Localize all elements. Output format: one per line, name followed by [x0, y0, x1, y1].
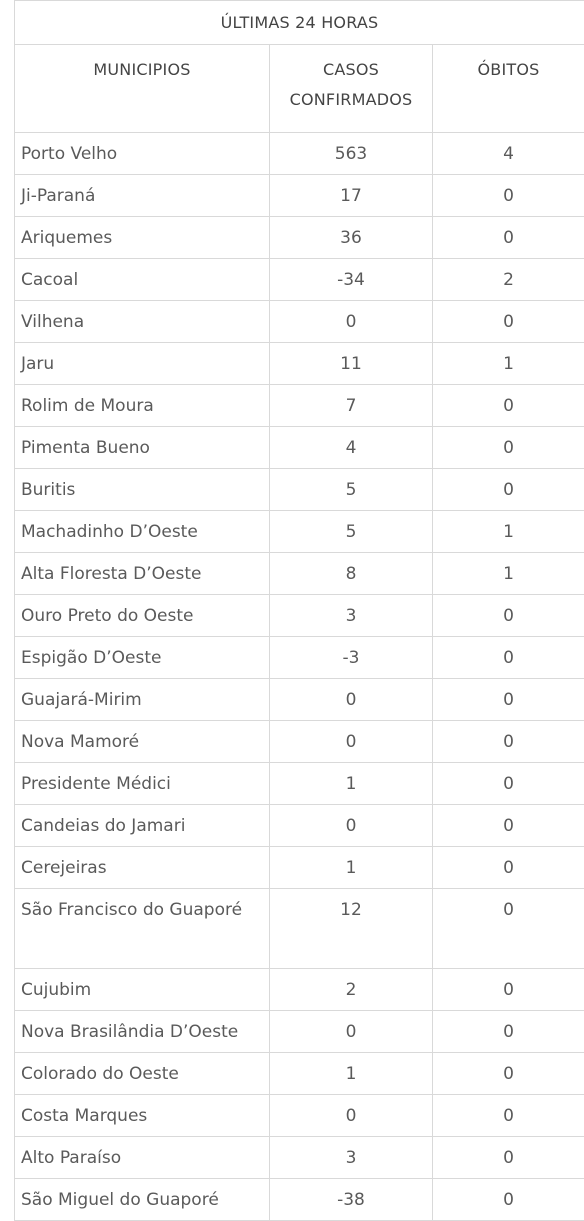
municipio-cell: Rolim de Moura	[15, 385, 270, 427]
casos-cell: 36	[270, 217, 433, 259]
obitos-cell: 0	[433, 175, 584, 217]
municipio-cell: Nova Mamoré	[15, 721, 270, 763]
casos-cell: 0	[270, 1095, 433, 1137]
municipio-cell: Ariquemes	[15, 217, 270, 259]
obitos-cell: 0	[433, 969, 584, 1011]
municipio-cell: Nova Brasilândia D’Oeste	[15, 1011, 270, 1053]
municipio-cell: São Miguel do Guaporé	[15, 1179, 270, 1221]
obitos-cell: 0	[433, 763, 584, 805]
obitos-cell: 2	[433, 259, 584, 301]
casos-cell: 0	[270, 1011, 433, 1053]
table-row	[15, 1095, 584, 1137]
table-row	[15, 301, 584, 343]
obitos-cell: 0	[433, 469, 584, 511]
casos-cell: 17	[270, 175, 433, 217]
casos-cell: 11	[270, 343, 433, 385]
obitos-cell: 0	[433, 385, 584, 427]
obitos-cell: 1	[433, 511, 584, 553]
table-row	[15, 595, 584, 637]
table-row	[15, 1053, 584, 1095]
casos-cell: -34	[270, 259, 433, 301]
table-row	[15, 427, 584, 469]
municipio-cell: Guajará-Mirim	[15, 679, 270, 721]
casos-cell: 12	[270, 889, 433, 969]
municipio-cell: Cerejeiras	[15, 847, 270, 889]
municipio-cell: Presidente Médici	[15, 763, 270, 805]
casos-cell: 4	[270, 427, 433, 469]
table-row	[15, 889, 584, 969]
obitos-cell: 0	[433, 1053, 584, 1095]
municipio-cell: Costa Marques	[15, 1095, 270, 1137]
casos-cell: 1	[270, 847, 433, 889]
table-row	[15, 847, 584, 889]
table-row	[15, 763, 584, 805]
casos-cell: 5	[270, 511, 433, 553]
municipio-cell: Buritis	[15, 469, 270, 511]
municipio-cell: São Francisco do Guaporé	[15, 889, 270, 969]
table-row	[15, 133, 584, 175]
municipio-cell: Ji-Paraná	[15, 175, 270, 217]
obitos-cell: 0	[433, 595, 584, 637]
casos-cell: -3	[270, 637, 433, 679]
casos-cell: 1	[270, 1053, 433, 1095]
obitos-cell: 0	[433, 1137, 584, 1179]
municipio-cell: Machadinho D’Oeste	[15, 511, 270, 553]
obitos-cell: 0	[433, 1095, 584, 1137]
table-row	[15, 511, 584, 553]
table-row	[15, 1137, 584, 1179]
table-row	[15, 805, 584, 847]
table-row	[15, 553, 584, 595]
header-obitos: ÓBITOS	[433, 45, 584, 133]
table-row	[15, 679, 584, 721]
table-row	[15, 385, 584, 427]
obitos-cell: 0	[433, 889, 584, 969]
obitos-cell: 1	[433, 343, 584, 385]
municipio-cell: Espigão D’Oeste	[15, 637, 270, 679]
obitos-cell: 4	[433, 133, 584, 175]
covid-stats-table	[14, 0, 584, 1221]
obitos-cell: 1	[433, 553, 584, 595]
table-row	[15, 259, 584, 301]
casos-cell: 1	[270, 763, 433, 805]
header-casos-confirmados: CASOS CONFIRMADOS	[270, 45, 433, 133]
obitos-cell: 0	[433, 1179, 584, 1221]
obitos-cell: 0	[433, 301, 584, 343]
municipio-cell: Vilhena	[15, 301, 270, 343]
municipio-cell: Jaru	[15, 343, 270, 385]
municipio-cell: Ouro Preto do Oeste	[15, 595, 270, 637]
table-row	[15, 217, 584, 259]
table-title: ÚLTIMAS 24 HORAS	[15, 1, 584, 45]
casos-cell: 0	[270, 721, 433, 763]
obitos-cell: 0	[433, 1011, 584, 1053]
municipio-cell: Porto Velho	[15, 133, 270, 175]
municipio-cell: Cacoal	[15, 259, 270, 301]
obitos-cell: 0	[433, 679, 584, 721]
table-row	[15, 721, 584, 763]
municipio-cell: Pimenta Bueno	[15, 427, 270, 469]
table-row	[15, 637, 584, 679]
obitos-cell: 0	[433, 721, 584, 763]
municipio-cell: Candeias do Jamari	[15, 805, 270, 847]
obitos-cell: 0	[433, 217, 584, 259]
municipio-cell: Colorado do Oeste	[15, 1053, 270, 1095]
casos-cell: 7	[270, 385, 433, 427]
table-row	[15, 969, 584, 1011]
casos-cell: -38	[270, 1179, 433, 1221]
casos-cell: 8	[270, 553, 433, 595]
casos-cell: 5	[270, 469, 433, 511]
obitos-cell: 0	[433, 847, 584, 889]
casos-cell: 3	[270, 1137, 433, 1179]
table-row	[15, 469, 584, 511]
obitos-cell: 0	[433, 805, 584, 847]
municipio-cell: Cujubim	[15, 969, 270, 1011]
casos-cell: 0	[270, 805, 433, 847]
table-row	[15, 1011, 584, 1053]
obitos-cell: 0	[433, 427, 584, 469]
casos-cell: 0	[270, 301, 433, 343]
municipio-cell: Alta Floresta D’Oeste	[15, 553, 270, 595]
header-municipios: MUNICIPIOS	[15, 45, 270, 133]
casos-cell: 563	[270, 133, 433, 175]
casos-cell: 0	[270, 679, 433, 721]
table-row	[15, 343, 584, 385]
casos-cell: 3	[270, 595, 433, 637]
obitos-cell: 0	[433, 637, 584, 679]
table-row	[15, 175, 584, 217]
casos-cell: 2	[270, 969, 433, 1011]
municipio-cell: Alto Paraíso	[15, 1137, 270, 1179]
